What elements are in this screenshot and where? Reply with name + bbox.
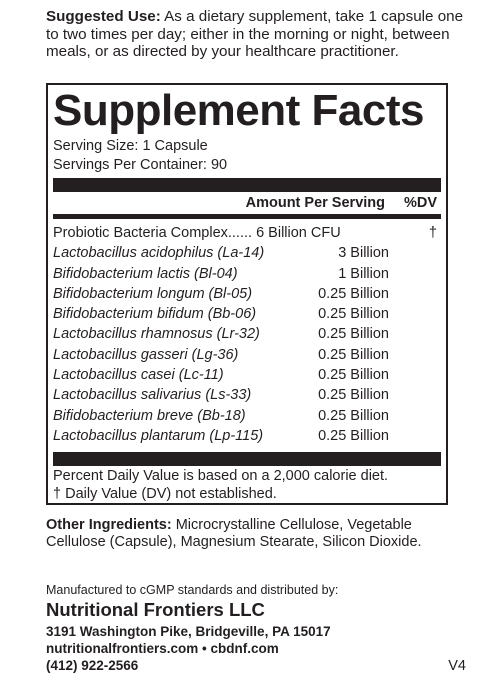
strain-name: Bifidobacterium longum (Bl-05) <box>53 285 253 302</box>
strain-name: Lactobacillus plantarum (Lp-115) <box>53 427 264 444</box>
strain-amount: 0.25 Billion <box>318 326 389 343</box>
strain-amount: 0.25 Billion <box>318 367 389 384</box>
facts-title: Supplement Facts <box>53 86 424 135</box>
dagger-footnote: † Daily Value (DV) not established. <box>53 486 277 503</box>
strain-name: Bifidobacterium bifidum (Bb-06) <box>53 306 257 323</box>
ingredient-list <box>53 219 441 446</box>
strain-row <box>53 406 441 426</box>
manufacturer-note: Manufactured to cGMP standards and distributed by: <box>46 583 339 597</box>
strain-name: Lactobacillus salivarius (Ls-33) <box>53 387 252 404</box>
supplement-facts-panel <box>46 83 448 505</box>
daily-value-footnote: Percent Daily Value is based on a 2,000 calorie diet. <box>53 468 389 485</box>
company-websites: nutritionalfrontiers.com • cbdnf.com <box>46 641 279 656</box>
strain-name: Bifidobacterium lactis (Bl-04) <box>53 265 238 282</box>
strain-name: Lactobacillus gasseri (Lg-36) <box>53 346 239 363</box>
other-ingredients <box>46 517 466 551</box>
divider-thick <box>53 178 441 192</box>
other-ingredients-text: Microcrystalline Cellulose, Vegetable Cellulose (Capsule), Magnesium Stearate, Silicon Dioxide. <box>46 517 422 551</box>
amount-per-serving-header: Amount Per Serving <box>245 195 385 211</box>
strain-row <box>53 385 441 405</box>
strain-row <box>53 426 441 446</box>
strain-amount: 3 Billion <box>338 245 389 262</box>
strain-row <box>53 365 441 385</box>
strain-row <box>53 345 441 365</box>
strain-amount: 0.25 Billion <box>318 346 389 363</box>
strain-amount: 0.25 Billion <box>318 387 389 404</box>
strain-row <box>53 304 441 324</box>
servings-per-container: Servings Per Container: 90 <box>53 157 228 173</box>
strain-name: Bifidobacterium breve (Bb-18) <box>53 407 246 424</box>
strain-name: Lactobacillus acidophilus (La-14) <box>53 245 265 262</box>
version-label: V4 <box>448 658 466 674</box>
strain-amount: 0.25 Billion <box>318 427 389 444</box>
amount-header-row <box>53 192 441 214</box>
other-ingredients-label: Other Ingredients: <box>46 517 172 533</box>
strain-row <box>53 324 441 344</box>
strain-row <box>53 243 441 263</box>
strain-row <box>53 284 441 304</box>
dv-header: %DV <box>403 195 437 211</box>
complex-dv: † <box>428 225 437 241</box>
suggested-use <box>46 8 466 61</box>
company-name: Nutritional Frontiers LLC <box>46 599 265 620</box>
strain-amount: 0.25 Billion <box>318 407 389 424</box>
company-address: 3191 Washington Pike, Bridgeville, PA 15017 <box>46 624 331 639</box>
complex-row <box>53 223 441 243</box>
suggested-use-label: Suggested Use: <box>46 8 161 25</box>
suggested-use-text: As a dietary supplement, take 1 capsule one to two times per day; either in the morning or night, between meals, or as directed by your healthcare practitioner. <box>46 8 464 60</box>
company-phone: (412) 922-2566 <box>46 658 139 673</box>
strain-amount: 0.25 Billion <box>318 285 389 302</box>
strain-name: Lactobacillus rhamnosus (Lr-32) <box>53 326 260 343</box>
divider-bottom <box>53 452 441 466</box>
complex-name: Probiotic Bacteria Complex...... 6 Billion CFU <box>53 225 341 241</box>
serving-size: Serving Size: 1 Capsule <box>53 138 208 154</box>
strain-name: Lactobacillus casei (Lc-11) <box>53 367 224 384</box>
strain-row <box>53 264 441 284</box>
strain-amount: 0.25 Billion <box>318 306 389 323</box>
strain-amount: 1 Billion <box>338 265 389 282</box>
